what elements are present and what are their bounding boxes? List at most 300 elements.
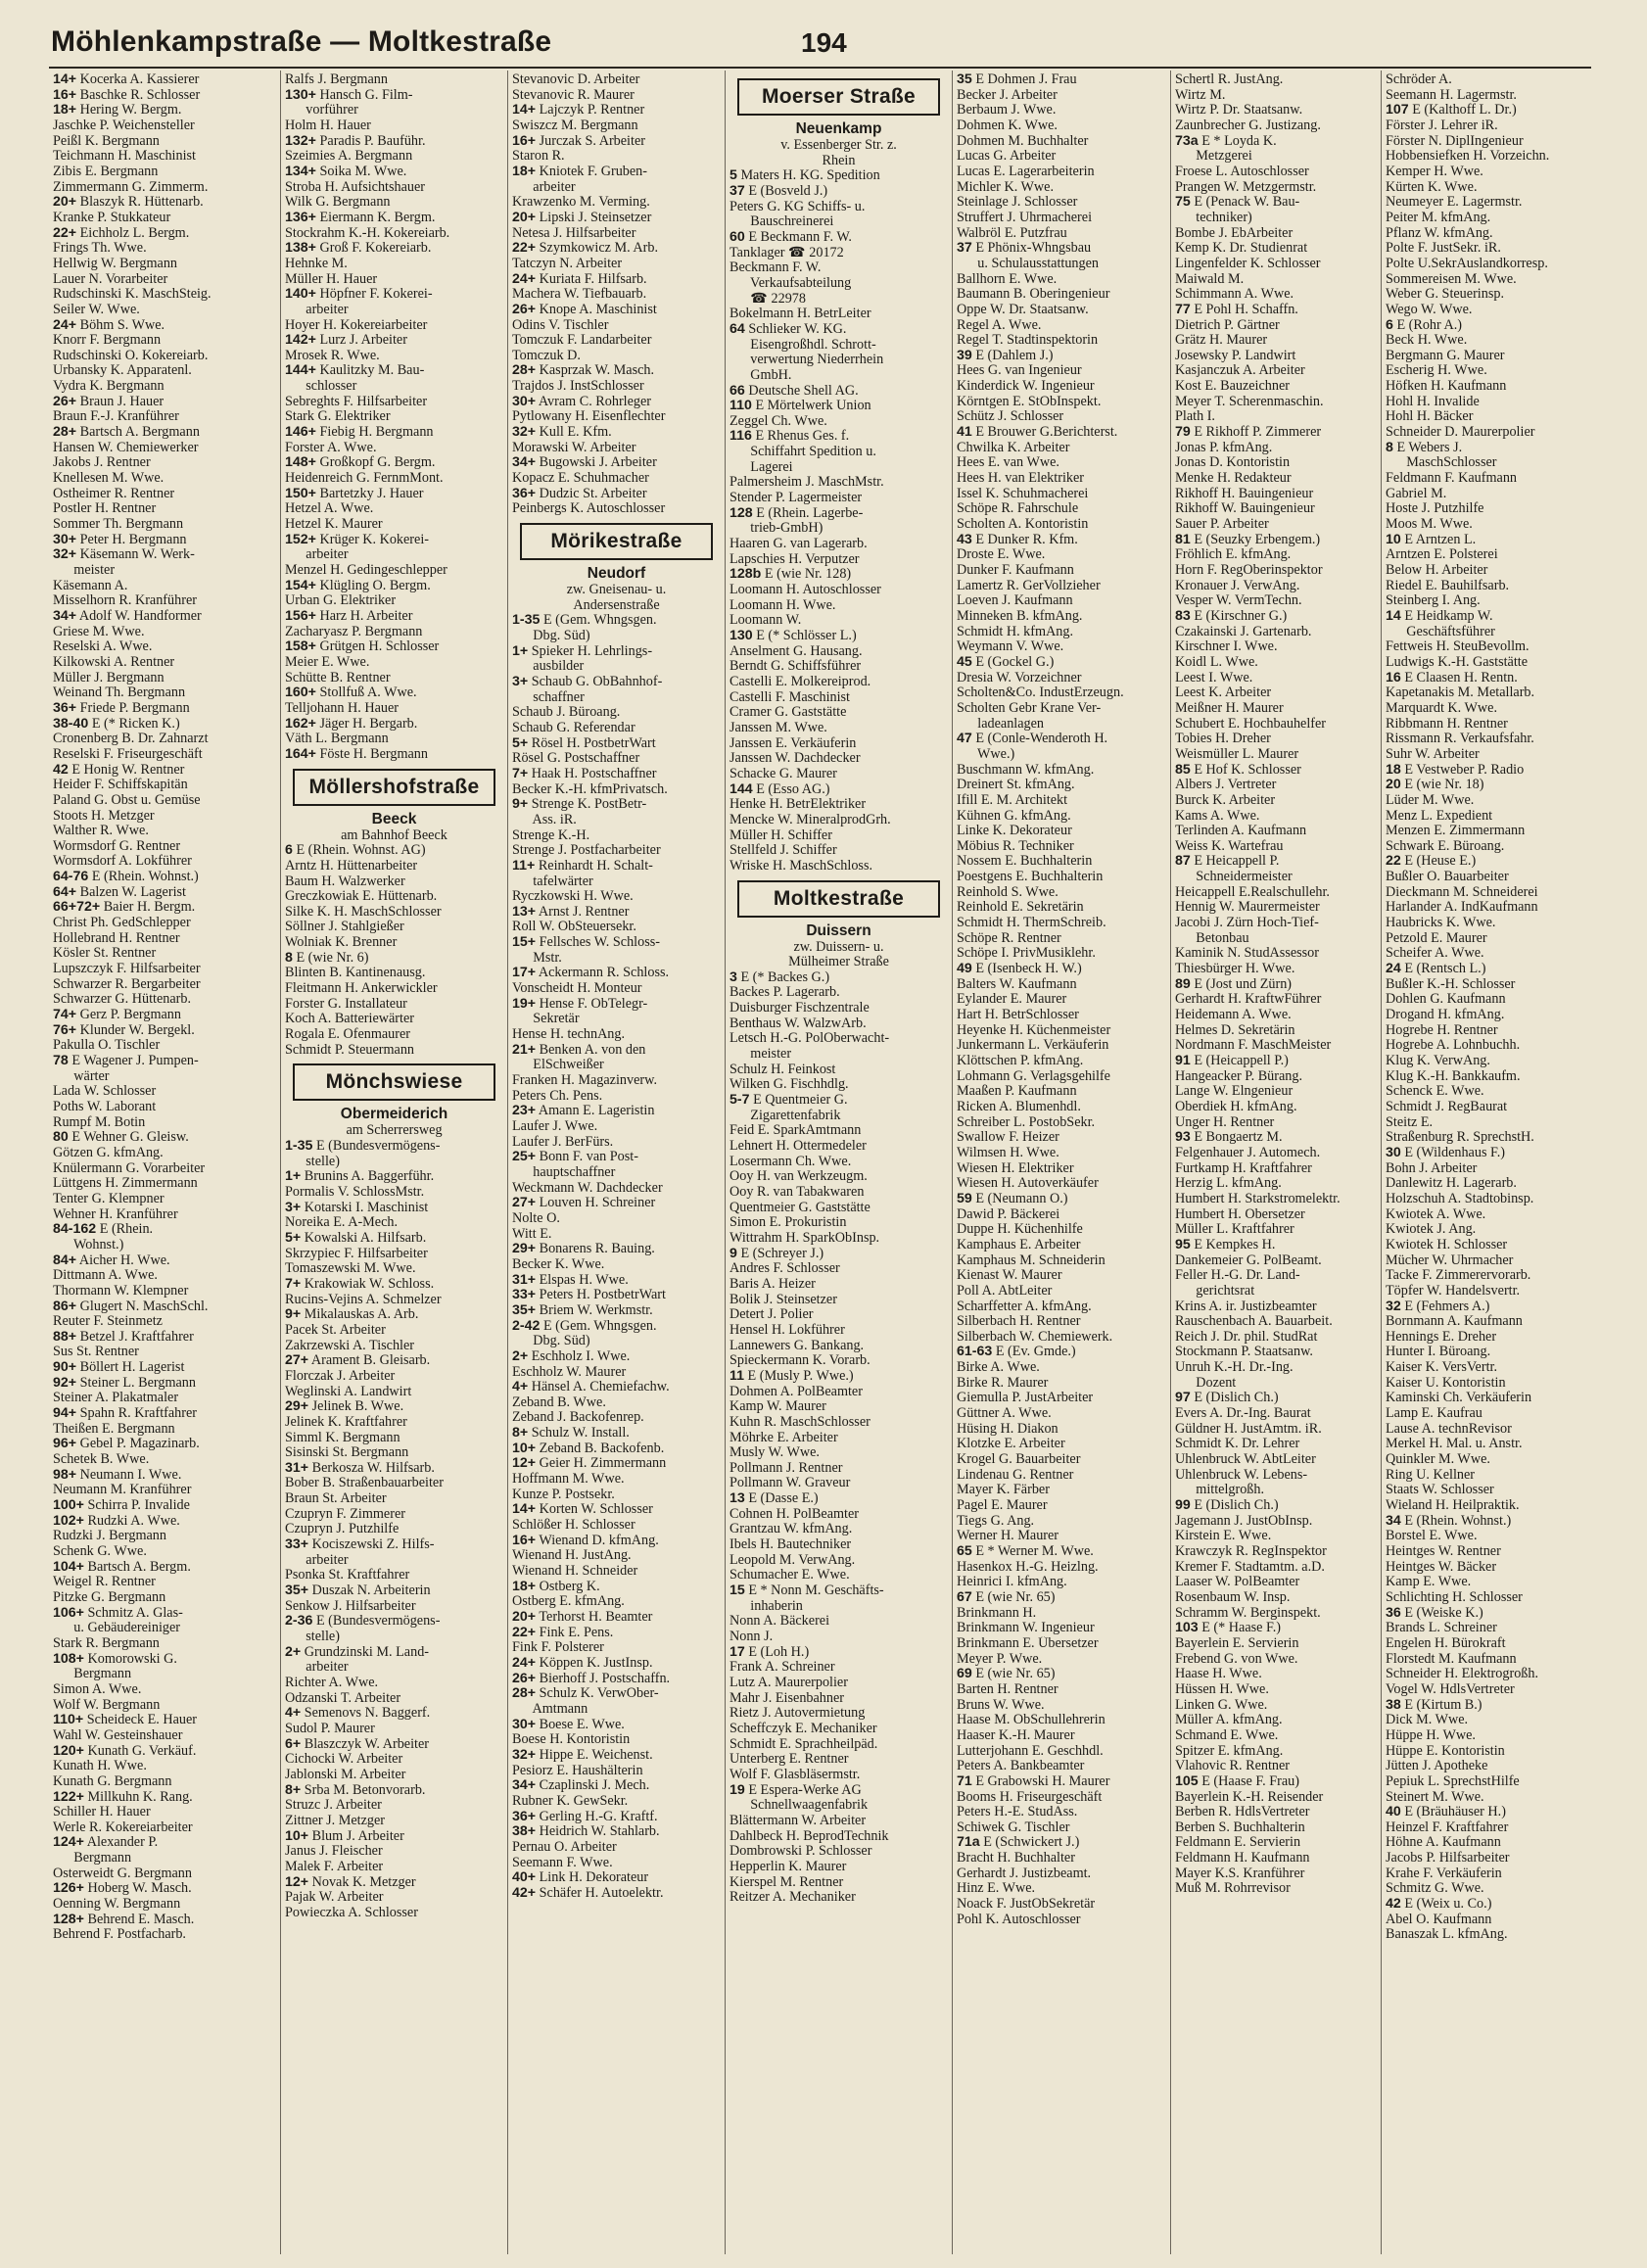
resident-text: Terlinden A. Kaufmann [1175,824,1307,839]
directory-entry [53,1054,276,1069]
house-number: 110 [729,399,752,414]
resident-text: Schumacher E. Wwe. [729,1568,850,1583]
resident-text: Wolniak K. Brenner [285,935,398,951]
directory-entry [1386,609,1587,625]
directory-entry [53,379,276,395]
resident-text: Horn F. RegOberinspektor [1175,563,1323,578]
directory-entry [512,613,721,629]
directory-entry [729,460,948,476]
directory-entry [729,1630,948,1645]
directory-entry [512,303,721,318]
directory-entry [1175,103,1377,118]
resident-text: Wohnst.) [53,1237,124,1252]
directory-entry [512,349,721,364]
resident-text: Kilkowski A. Rentner [53,654,175,670]
directory-entry [53,287,276,303]
directory-entry [53,547,276,563]
directory-entry [512,134,721,150]
directory-entry [1175,885,1377,901]
directory-entry [1175,501,1377,517]
resident-text: Odzanski T. Arbeiter [285,1690,401,1706]
resident-text: Berndt G. Schiffsführer [729,659,862,675]
resident-text: E (* Schlösser L.) [756,629,857,643]
resident-text: Tomaszewski M. Wwe. [285,1261,416,1277]
resident-text: Hoste J. Putzhilfe [1386,501,1484,517]
directory-entry [53,333,276,349]
directory-entry [1386,333,1587,349]
house-number: 71a [957,1835,980,1851]
directory-entry [729,659,948,675]
directory-entry [1175,1437,1377,1452]
resident-text: Baier H. Bergm. [103,900,196,916]
resident-text: Zeggel Ch. Wwe. [729,413,827,429]
resident-text: E (Heuse E.) [1404,854,1477,870]
resident-text: Uhlenbruck W. AbtLeiter [1175,1452,1316,1468]
directory-entry [957,134,1166,150]
directory-entry [53,593,276,609]
resident-text: Hogrebe H. Rentner [1386,1022,1498,1038]
resident-text: Wirtz M. [1175,87,1226,103]
resident-text: Loeven J. Kaufmann [957,593,1073,609]
directory-entry [512,843,721,859]
directory-entry [1386,441,1587,456]
resident-text: Baris A. Heizer [729,1276,816,1292]
directory-entry [53,1299,276,1315]
resident-text: Wolf W. Bergmann [53,1697,161,1713]
directory-entry [1386,1728,1587,1744]
directory-entry [285,966,503,981]
resident-text: Kamp W. Maurer [729,1399,826,1415]
resident-text: E Heicappell P. [1194,854,1280,870]
directory-entry [1386,1360,1587,1376]
resident-text: Hees H. van Elektriker [957,471,1085,487]
directory-entry [957,533,1166,548]
resident-text: Josewsky P. Landwirt [1175,348,1296,363]
directory-entry [729,475,948,491]
resident-text: Haaren G. van Lagerarb. [729,537,868,552]
resident-text: Metzgerei [1175,149,1252,165]
resident-text: Bugowski J. Arbeiter [539,455,657,471]
resident-text: Novak K. Metzger [311,1874,416,1890]
directory-entry [512,1840,721,1856]
resident-text: Blinten B. Kantinenausg. [285,966,426,981]
resident-text: Feid E. SparkAmtmann [729,1123,862,1139]
directory-entry [957,379,1166,395]
resident-text: Harlander A. IndKaufmann [1386,900,1538,916]
directory-entry [957,1774,1166,1790]
directory-entry [512,1089,721,1105]
directory-entry [1175,1759,1377,1774]
directory-entry [957,1314,1166,1330]
directory-entry [285,843,503,859]
house-number: 116 [729,429,752,445]
directory-entry [729,1431,948,1446]
directory-entry [512,1027,721,1043]
resident-text: E (Rhein. Wohnst.) [1404,1513,1512,1529]
resident-text: Verkaufsabteilung [729,275,852,291]
directory-entry [1175,441,1377,456]
directory-entry [285,303,503,318]
house-number: 2-42 [512,1318,541,1334]
resident-text: Schetek B. Wwe. [53,1452,150,1468]
house-number: 144+ [285,363,316,379]
resident-text: Föste H. Bergmann [319,746,428,762]
resident-text: Schäfer H. Autoelektr. [539,1885,664,1901]
directory-entry [512,997,721,1013]
resident-text: arbeiter [285,302,349,317]
directory-entry [1386,1406,1587,1422]
directory-entry [1386,1161,1587,1177]
directory-entry [729,307,948,322]
resident-text: Seemann H. Lagermstr. [1386,87,1517,103]
directory-entry [1175,333,1377,349]
house-number: 35+ [512,1302,537,1318]
directory-entry [285,149,503,165]
directory-entry [53,1069,276,1085]
directory-entry [729,751,948,767]
directory-entry [957,1606,1166,1622]
directory-entry [285,981,503,997]
directory-entry [1386,763,1587,779]
resident-text: Steiner A. Plakatmaler [53,1391,179,1406]
resident-text: E Rikhoff P. Zimmerer [1194,425,1322,441]
directory-entry [53,763,276,779]
directory-entry [1175,1575,1377,1590]
resident-text: Schertl R. JustAng. [1175,72,1284,87]
resident-text: Pflanz W. kfmAng. [1386,225,1493,241]
house-number: 24 [1386,962,1401,977]
resident-text: E (Dahlem J.) [975,348,1054,363]
directory-entry [53,1161,276,1177]
directory-entry [1175,593,1377,609]
resident-text: Quentmeier G. Gaststätte [729,1200,871,1215]
resident-text: Mrosek R. Wwe. [285,348,380,363]
directory-entry [285,333,503,349]
directory-entry [957,1406,1166,1422]
directory-entry [1386,533,1587,548]
resident-text: E (Loh H.) [748,1644,810,1660]
directory-entry [1175,241,1377,257]
resident-text: Rudschinski O. Kokereiarb. [53,348,209,363]
resident-text: Birke A. Wwe. [957,1360,1040,1376]
resident-text: Paland G. Obst u. Gemüse [53,792,201,808]
directory-entry [285,1583,503,1599]
resident-text: E (Gem. Whngsgen. [542,613,657,629]
directory-entry [512,1043,721,1059]
directory-entry [729,1093,948,1109]
directory-entry [285,1323,503,1339]
resident-text: Klöttschen P. kfmAng. [957,1054,1084,1068]
directory-entry [1175,1468,1377,1484]
directory-entry [957,1590,1166,1606]
resident-text: Staron R. [512,149,565,165]
directory-entry [729,1860,948,1875]
resident-text: Ring U. Kellner [1386,1467,1476,1483]
resident-text: Oberdiek H. kfmAng. [1175,1099,1297,1114]
resident-text: Kunze P. Postsekr. [512,1487,615,1502]
resident-text: Kronauer J. VerwAng. [1175,578,1300,593]
house-number: 15+ [512,935,537,951]
house-number: 3+ [512,674,529,689]
directory-entry [1386,195,1587,211]
directory-entry [1386,241,1587,257]
resident-text: Böhm S. Wwe. [79,317,165,333]
resident-text: Fettweis H. SteuBevollm. [1386,639,1529,655]
directory-entry [1175,1866,1377,1882]
resident-text: Kunath G. Verkäuf. [87,1743,197,1759]
directory-entry [729,1155,948,1170]
directory-entry [957,257,1166,272]
resident-text: Backes P. Lagerarb. [729,985,840,1001]
resident-text: Dbg. Süd) [512,1334,590,1349]
house-number: 37 [957,241,972,257]
house-number: 75 [1175,195,1191,211]
directory-entry [729,537,948,552]
directory-entry [53,809,276,825]
resident-text: Schubert E. Hochbauhelfer [1175,716,1327,732]
directory-entry [285,1399,503,1415]
resident-text: Kinderdick W. Ingenieur [957,379,1095,395]
directory-entry [1386,1759,1587,1774]
directory-entry [53,824,276,839]
resident-text: Ralfs J. Bergmann [285,72,388,87]
resident-text: Hoyer H. Kokereiarbeiter [285,317,428,333]
house-number: 32 [1386,1299,1401,1314]
directory-entry [1175,165,1377,180]
directory-entry [957,609,1166,625]
resident-text: Kaiser U. Kontoristin [1386,1375,1506,1391]
resident-text: Spitzer E. kfmAng. [1175,1743,1284,1759]
resident-text: Heintges W. Rentner [1386,1544,1501,1559]
resident-text: E Beckmann F. W. [748,229,852,245]
house-number: 73a [1175,133,1199,149]
resident-text: Lamp E. Kaufrau [1386,1406,1482,1422]
resident-text: Unger H. Rentner [1175,1114,1275,1130]
directory-entry [53,1728,276,1744]
directory-entry [957,1483,1166,1498]
directory-entry [1175,1452,1377,1468]
directory-entry [1175,1790,1377,1806]
resident-text: Seiler W. Wwe. [53,302,140,317]
house-number: 5 [729,168,737,184]
directory-entry [53,1207,276,1223]
directory-entry [957,471,1166,487]
resident-text: Krins A. ir. Justizbeamter [1175,1299,1317,1314]
directory-entry [512,751,721,767]
directory-entry [53,1774,276,1790]
directory-entry [729,1201,948,1216]
directory-entry [1386,593,1587,609]
resident-text: Hollebrand H. Rentner [53,930,180,946]
resident-text: Feller H.-G. Dr. Land- [1175,1268,1300,1284]
resident-text: E Kempkes H. [1194,1237,1276,1252]
resident-text: Gerhardt J. Justizbeamt. [957,1866,1092,1881]
resident-text: Florstedt M. Kaufmann [1386,1651,1517,1667]
directory-entry [1175,1115,1377,1131]
directory-entry [957,809,1166,825]
resident-text: Schmitz G. Wwe. [1386,1881,1484,1897]
house-number: 99 [1175,1498,1191,1514]
house-number: 128 [729,505,753,521]
house-number: 33+ [285,1537,309,1553]
directory-entry [729,399,948,414]
directory-entry [1175,1820,1377,1836]
directory-entry [53,134,276,150]
resident-text: meister [729,1047,792,1063]
house-number: 144 [729,781,753,797]
resident-text: Arament B. Gleisarb. [310,1353,431,1369]
house-number: 76+ [53,1022,77,1038]
directory-entry [512,287,721,303]
resident-text: E Dunker R. Kfm. [975,532,1078,547]
directory-entry [1386,793,1587,809]
resident-text: E Mörtelwerk Union [755,399,871,414]
directory-entry [53,962,276,977]
directory-entry [1175,1192,1377,1207]
directory-entry [957,870,1166,885]
resident-text: Wieland H. Heilpraktik. [1386,1498,1520,1514]
resident-text: Briem W. Werkmstr. [539,1302,653,1318]
directory-entry [1175,118,1377,134]
resident-text: Stevanovic D. Arbeiter [512,72,640,87]
house-number: 36+ [512,1809,537,1824]
resident-text: Müller H. Hauer [285,271,378,287]
directory-entry [729,1829,948,1845]
directory-entry [957,1913,1166,1928]
resident-text: E (Schwickert J.) [983,1835,1080,1851]
directory-entry [729,1676,948,1691]
directory-entry [957,916,1166,931]
resident-text: Bohn J. Arbeiter [1386,1160,1478,1176]
resident-text: Beckmann F. W. [729,260,822,276]
resident-text: Pacek St. Arbeiter [285,1322,386,1338]
resident-text: Hangeacker P. Bürang. [1175,1068,1303,1084]
resident-text: Vydra K. Bergmann [53,379,165,395]
resident-text: Janus J. Fleischer [285,1844,383,1860]
directory-column [507,71,725,2254]
directory-entry [1386,211,1587,226]
resident-text: Reinhold E. Sekretärin [957,900,1084,916]
resident-text: Hohl H. Bäcker [1386,409,1474,425]
resident-text: Weigel R. Rentner [53,1575,156,1590]
directory-entry [285,547,503,563]
directory-entry [53,1575,276,1590]
resident-text: Knellesen M. Wwe. [53,471,165,487]
directory-entry [512,1518,721,1534]
resident-text: Haak H. Postschaffner [531,766,657,781]
directory-entry [957,701,1166,717]
directory-entry [729,1215,948,1231]
directory-entry [957,409,1166,425]
resident-text: E * Loyda K. [1201,133,1277,149]
directory-entry [1175,854,1377,870]
directory-entry [957,1130,1166,1146]
house-number: 13 [729,1491,745,1507]
directory-entry [729,985,948,1001]
directory-entry [1175,809,1377,825]
resident-text: Mstr. [512,950,562,966]
house-number: 104+ [53,1559,84,1575]
resident-text: Blaszyk R. Hüttenarb. [79,195,204,211]
resident-text: Thormann W. Klempner [53,1283,189,1299]
resident-text: Droste E. Wwe. [957,547,1046,563]
resident-text: Hasenkox H.-G. Heizlng. [957,1559,1099,1575]
directory-entry [1175,395,1377,410]
directory-entry [285,732,503,747]
directory-entry [1386,1452,1587,1468]
directory-entry [512,455,721,471]
resident-text: Dreinert St. kfmAng. [957,778,1075,793]
directory-entry [1175,1054,1377,1069]
directory-entry [1386,1238,1587,1253]
directory-entry [512,1502,721,1518]
resident-text: Zibis E. Bergmann [53,164,159,179]
resident-text: Greczkowiak E. Hüttenarb. [285,889,438,905]
directory-entry [1386,1636,1587,1652]
resident-text: Brands L. Schreiner [1386,1621,1497,1636]
resident-text: Weckmann W. Dachdecker [512,1180,663,1196]
directory-entry [1386,685,1587,701]
directory-entry [729,1109,948,1124]
directory-entry [1175,1835,1377,1851]
resident-text: Staats W. Schlosser [1386,1483,1494,1498]
house-number: 34+ [53,608,77,624]
directory-entry [53,1437,276,1452]
resident-text: Schröder A. [1386,72,1452,87]
resident-text: Cronenberg B. Dr. Zahnarzt [53,732,209,747]
resident-text: Kociszewski Z. Hilfs- [311,1537,435,1553]
house-number: 107 [1386,103,1409,118]
directory-entry [512,1426,721,1441]
resident-text: Abel O. Kaufmann [1386,1912,1492,1927]
directory-entry [957,671,1166,686]
house-number: 43 [957,532,972,547]
directory-entry [729,214,948,230]
page-number: 194 [801,27,847,58]
resident-text: Birke R. Maurer [957,1375,1049,1391]
resident-text: Mahr J. Eisenbahner [729,1690,845,1706]
directory-entry [729,1445,948,1461]
house-number: 22 [1386,854,1401,870]
directory-entry [1386,671,1587,686]
directory-entry [729,353,948,368]
resident-text: Kapetanakis M. Metallarb. [1386,685,1535,701]
resident-text: Christ Ph. GedSchlepper [53,916,191,931]
directory-entry [1175,824,1377,839]
house-number: 17 [729,1644,745,1660]
directory-entry [1175,1345,1377,1360]
directory-entry [957,1345,1166,1360]
directory-entry [729,338,948,354]
directory-entry [1175,639,1377,655]
resident-text: Bober B. Straßenbauarbeiter [285,1476,444,1491]
resident-text: Köppen K. JustInsp. [539,1655,653,1671]
directory-entry [285,1231,503,1247]
resident-text: Vlahovic R. Rentner [1175,1759,1291,1774]
directory-entry [285,1660,503,1676]
directory-entry [285,625,503,640]
resident-text: Meißner H. Maurer [1175,700,1284,716]
house-number: 45 [957,654,972,670]
resident-text: Knorr F. Bergmann [53,333,162,349]
directory-entry [53,701,276,717]
house-number: 162+ [285,716,316,732]
resident-text: Telljohann H. Hauer [285,700,400,716]
resident-text: Dohmen K. Wwe. [957,118,1058,133]
resident-text: Banaszak L. kfmAng. [1386,1927,1508,1943]
house-number: 120+ [53,1743,84,1759]
directory-entry [729,1798,948,1814]
